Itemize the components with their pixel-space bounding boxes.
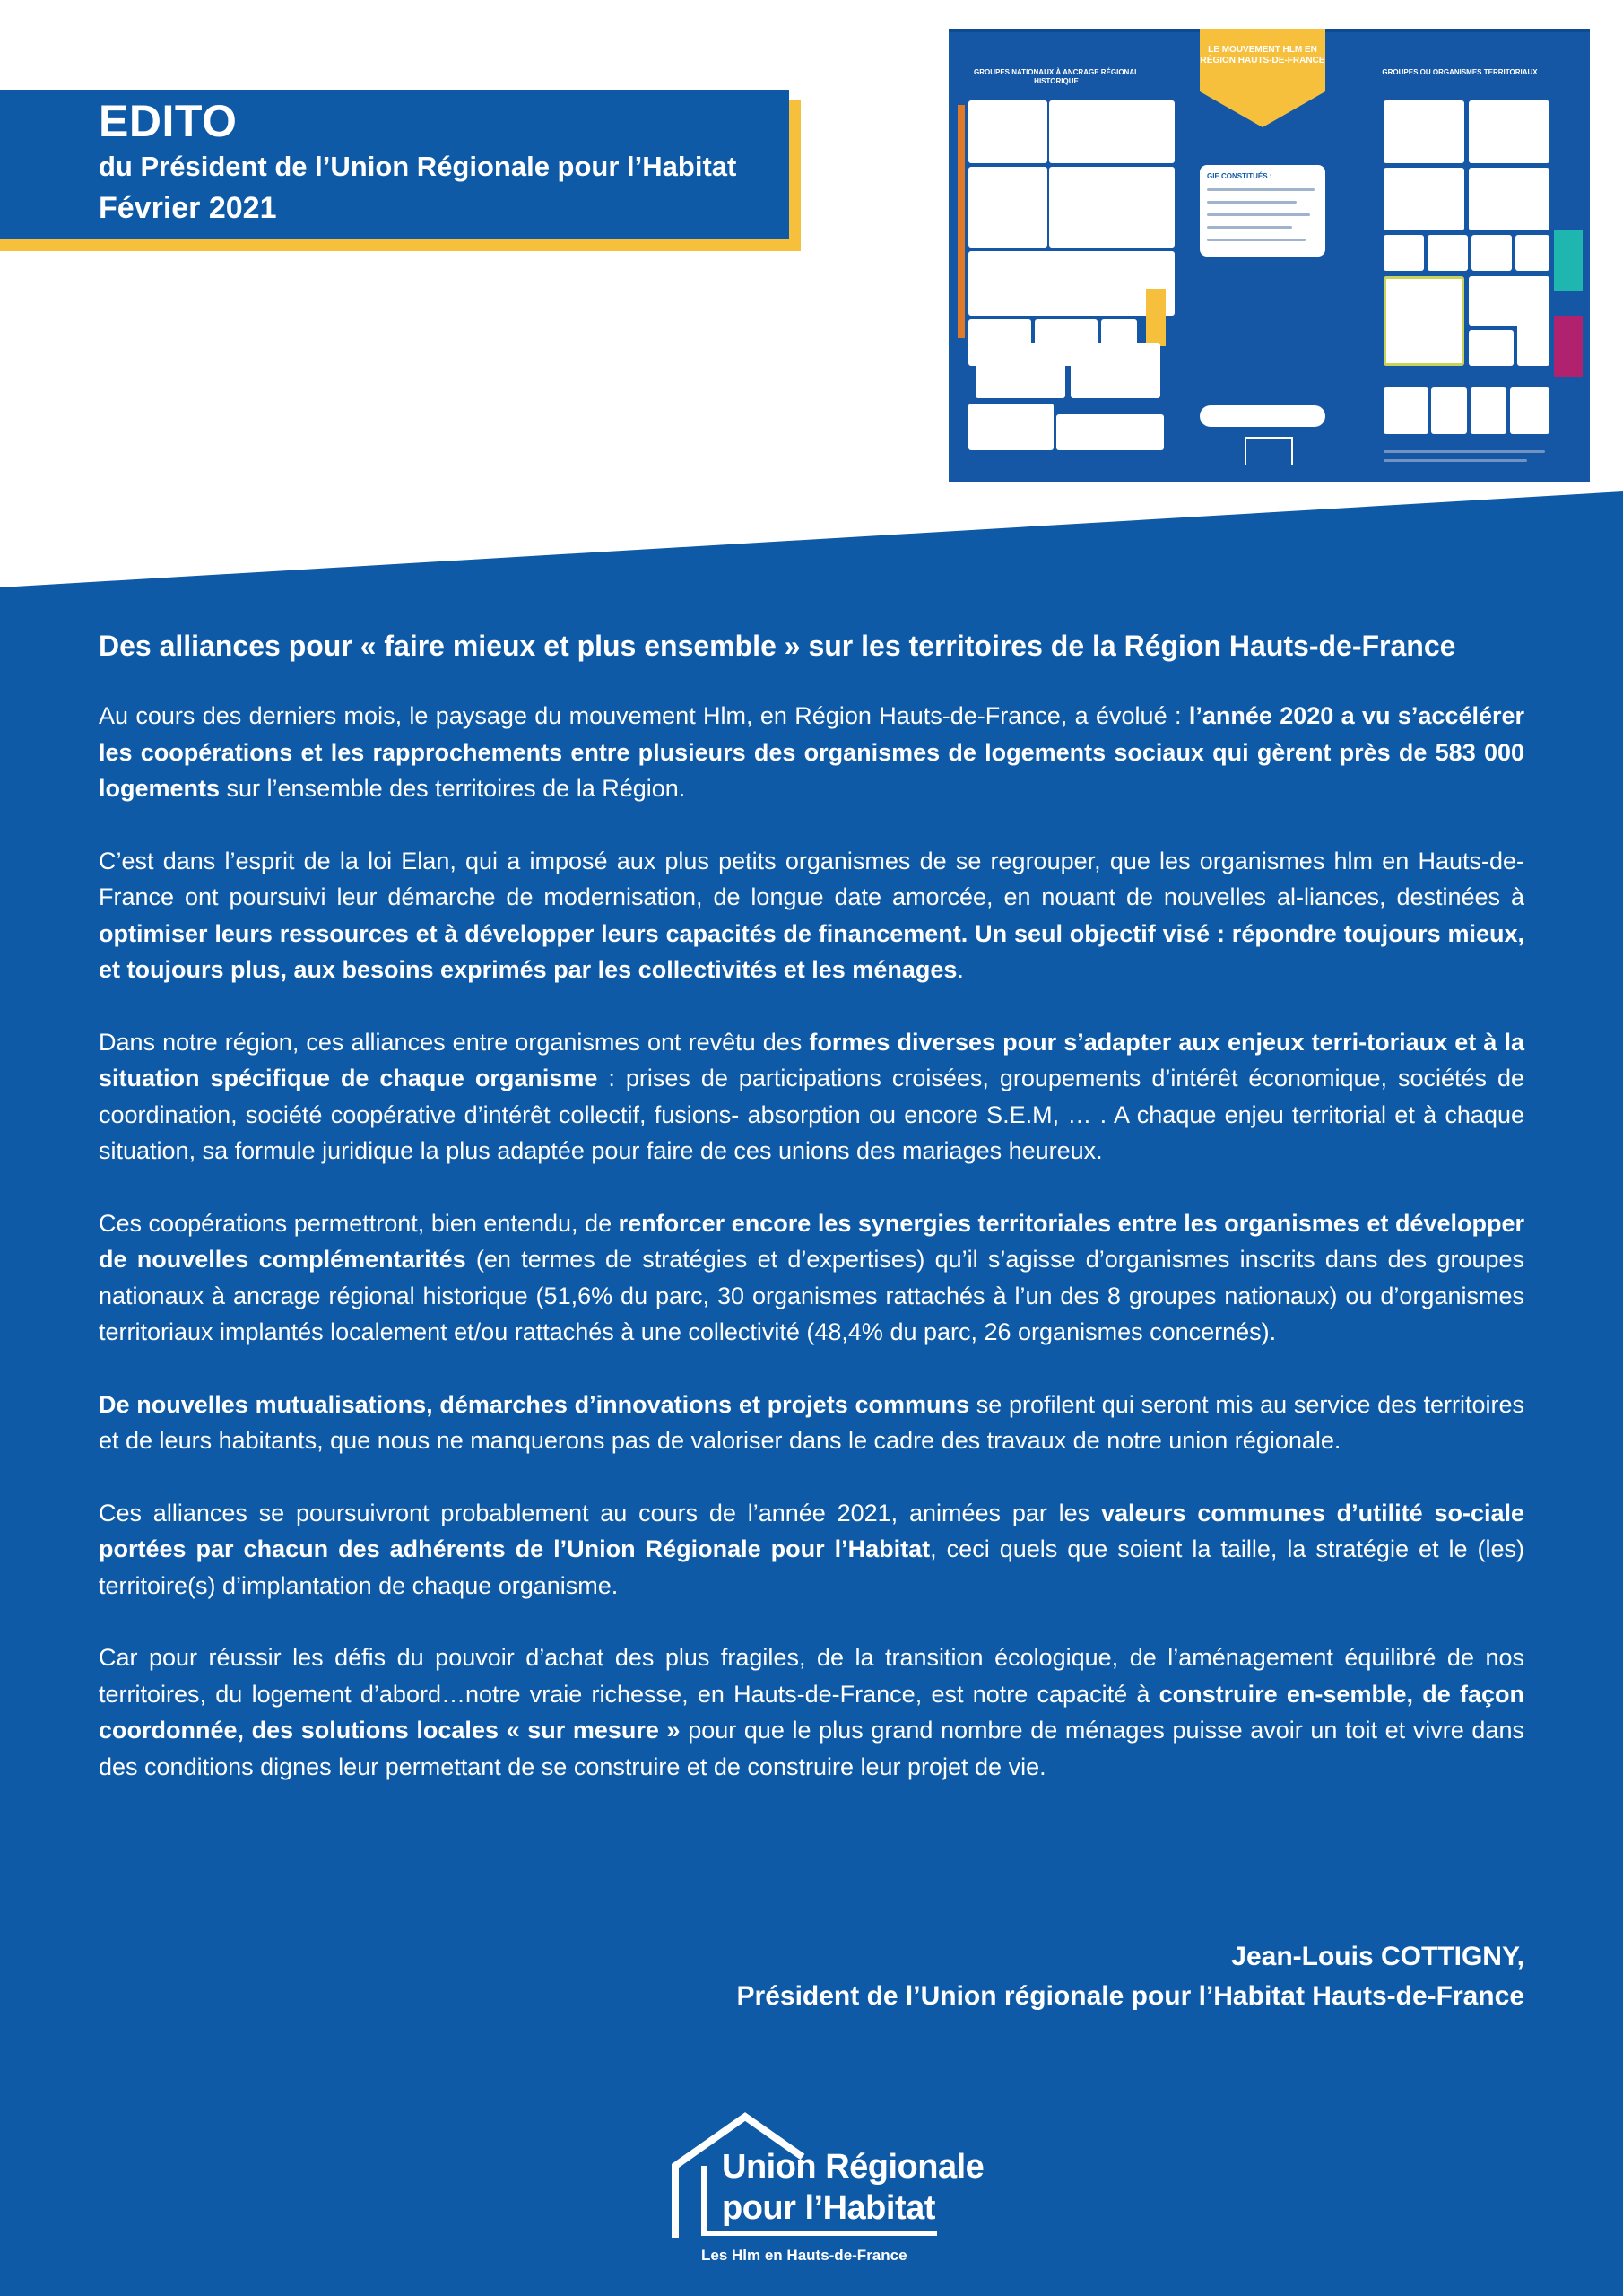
p3-text-end: : prises de participations croisées, groupements d’intérêt économique, sociétés de coordination, société coopérative d’intérêt collectif, fusions- absorption ou encore S.E.M, … . A chaque enjeu territorial et à chaque situation, sa formule juridique la plus adaptée pour faire de ces unions des mariages heureux. — [99, 1065, 1524, 1164]
p6-emphasis: valeurs communes d’utilité so-ciale portées par chacun des adhérents de l’Union Régionale pour l’Habitat — [99, 1499, 1525, 1562]
page-date: Février 2021 — [99, 191, 277, 225]
p2-emphasis: optimiser leurs ressources et à développer leurs capacités de financement. Un seul objectif visé : répondre toujours mieux, et toujours plus, aux besoins exprimés par les collectivités et les ménages — [99, 919, 1524, 983]
paragraph-1 — [99, 698, 1524, 807]
urh-logo — [668, 2112, 985, 2274]
p7-emphasis: construire en-semble, de façon coordonnée, des solutions locales « sur mesure » — [99, 1680, 1524, 1744]
p2-text-end: . — [957, 956, 964, 983]
p4-text-end: (en termes de stratégies et d’expertises) qu’il s’agisse d’organismes inscrits dans des groupes nationaux à ancrage régional historique (51,6% du parc, 30 organismes rattachés à l’un des 8 groupes nationaux) ou d’organismes territoriaux implantés localement et/ou rattachés à une collectivité (48,4% du parc, 26 organismes concernés). — [99, 1246, 1524, 1345]
p7-text: Car pour réussir les défis du pouvoir d’achat des plus fragiles, de la transition écologique, de l’aménagement équilibré de nos territoires, du logement d’abord…notre vraie richesse, en Hauts-de-France, est notre capacité à — [99, 1644, 1524, 1708]
signature-role: Président de l’Union régionale pour l’Habitat Hauts-de-France — [736, 1981, 1524, 2011]
p7-text-end: pour que le plus grand nombre de ménages puisse avoir un toit et vivre dans des conditions dignes leur permettant de se construire et de construire leur projet de vie. — [99, 1717, 1524, 1780]
paragraph-6 — [99, 1495, 1524, 1605]
poster-gie-box — [1200, 165, 1325, 257]
p6-text-end: , ceci quels que soient la taille, la stratégie et le (les) territoire(s) d’implantation de chaque organisme. — [99, 1535, 1524, 1599]
poster-gie-heading: GIE CONSTITUÉS : — [1207, 172, 1272, 180]
logo-line-1: Union Régionale — [722, 2148, 985, 2186]
article-heading: Des alliances pour « faire mieux et plus ensemble » sur les territoires de la Région Hauts-de-France — [99, 630, 1456, 662]
signature-name: Jean-Louis COTTIGNY, — [1231, 1942, 1524, 1971]
p1-text: Au cours des derniers mois, le paysage du mouvement Hlm, en Région Hauts-de-France, a évolué : — [99, 702, 1189, 729]
logo-line-2: pour l’Habitat — [722, 2189, 935, 2227]
p3-text: Dans notre région, ces alliances entre organismes ont revêtu des — [99, 1028, 810, 1056]
paragraph-7 — [99, 1639, 1524, 1785]
paragraph-3 — [99, 1024, 1524, 1170]
poster-urh-logo-icon — [1245, 437, 1293, 465]
poster-right-heading: GROUPES OU ORGANISMES TERRITORIAUX — [1382, 68, 1538, 76]
hlm-poster-image — [949, 29, 1590, 482]
p6-text: Ces alliances se poursuivront probablement au cours de l’année 2021, animées par les — [99, 1499, 1101, 1526]
p3-emphasis: formes diverses pour s’adapter aux enjeux terri-toriaux et à la situation spécifique de chaque organisme — [99, 1028, 1524, 1091]
page-title: EDITO — [99, 96, 238, 146]
p4-text: Ces coopérations permettront, bien entendu, de — [99, 1209, 619, 1237]
p2-text: C’est dans l’esprit de la loi Elan, qui a imposé aux plus petits organismes de se regrouper, que les organismes hlm en Hauts-de-France ont poursuivi leur démarche de modernisation, de longue date amorcée, en nouant de nouvelles al-liances, destinées à — [99, 847, 1524, 910]
paragraph-2 — [99, 843, 1524, 988]
edito-banner — [0, 90, 789, 239]
p1-text-end: sur l’ensemble des territoires de la Région. — [220, 775, 686, 802]
poster-left-heading: GROUPES NATIONAUX À ANCRAGE RÉGIONAL HISTORIQUE — [973, 68, 1139, 85]
page-subtitle: du Président de l’Union Régionale pour l’Habitat — [99, 151, 737, 182]
poster-center-tag: LE MOUVEMENT HLM EN RÉGION HAUTS-DE-FRANCE — [1200, 29, 1325, 91]
edito-article — [99, 628, 1524, 1821]
paragraph-5 — [99, 1387, 1524, 1459]
paragraph-4 — [99, 1205, 1524, 1351]
p5-text-end: se profilent qui seront mis au service des territoires et de leurs habitants, que nous ne manquerons pas de valoriser dans le cadre des travaux de notre union régionale. — [99, 1390, 1524, 1454]
logo-tagline: Les Hlm en Hauts-de-France — [701, 2247, 907, 2264]
p4-emphasis: renforcer encore les synergies territoriales entre les organismes et développer de nouvelles complémentarités — [99, 1209, 1524, 1273]
p5-emphasis: De nouvelles mutualisations, démarches d’innovations et projets communs — [99, 1390, 969, 1418]
p1-emphasis: l’année 2020 a vu s’accélérer les coopérations et les rapprochements entre plusieurs des organismes de logements sociaux qui gèrent près de 583 000 logements — [99, 702, 1525, 802]
signature — [737, 1937, 1524, 2016]
